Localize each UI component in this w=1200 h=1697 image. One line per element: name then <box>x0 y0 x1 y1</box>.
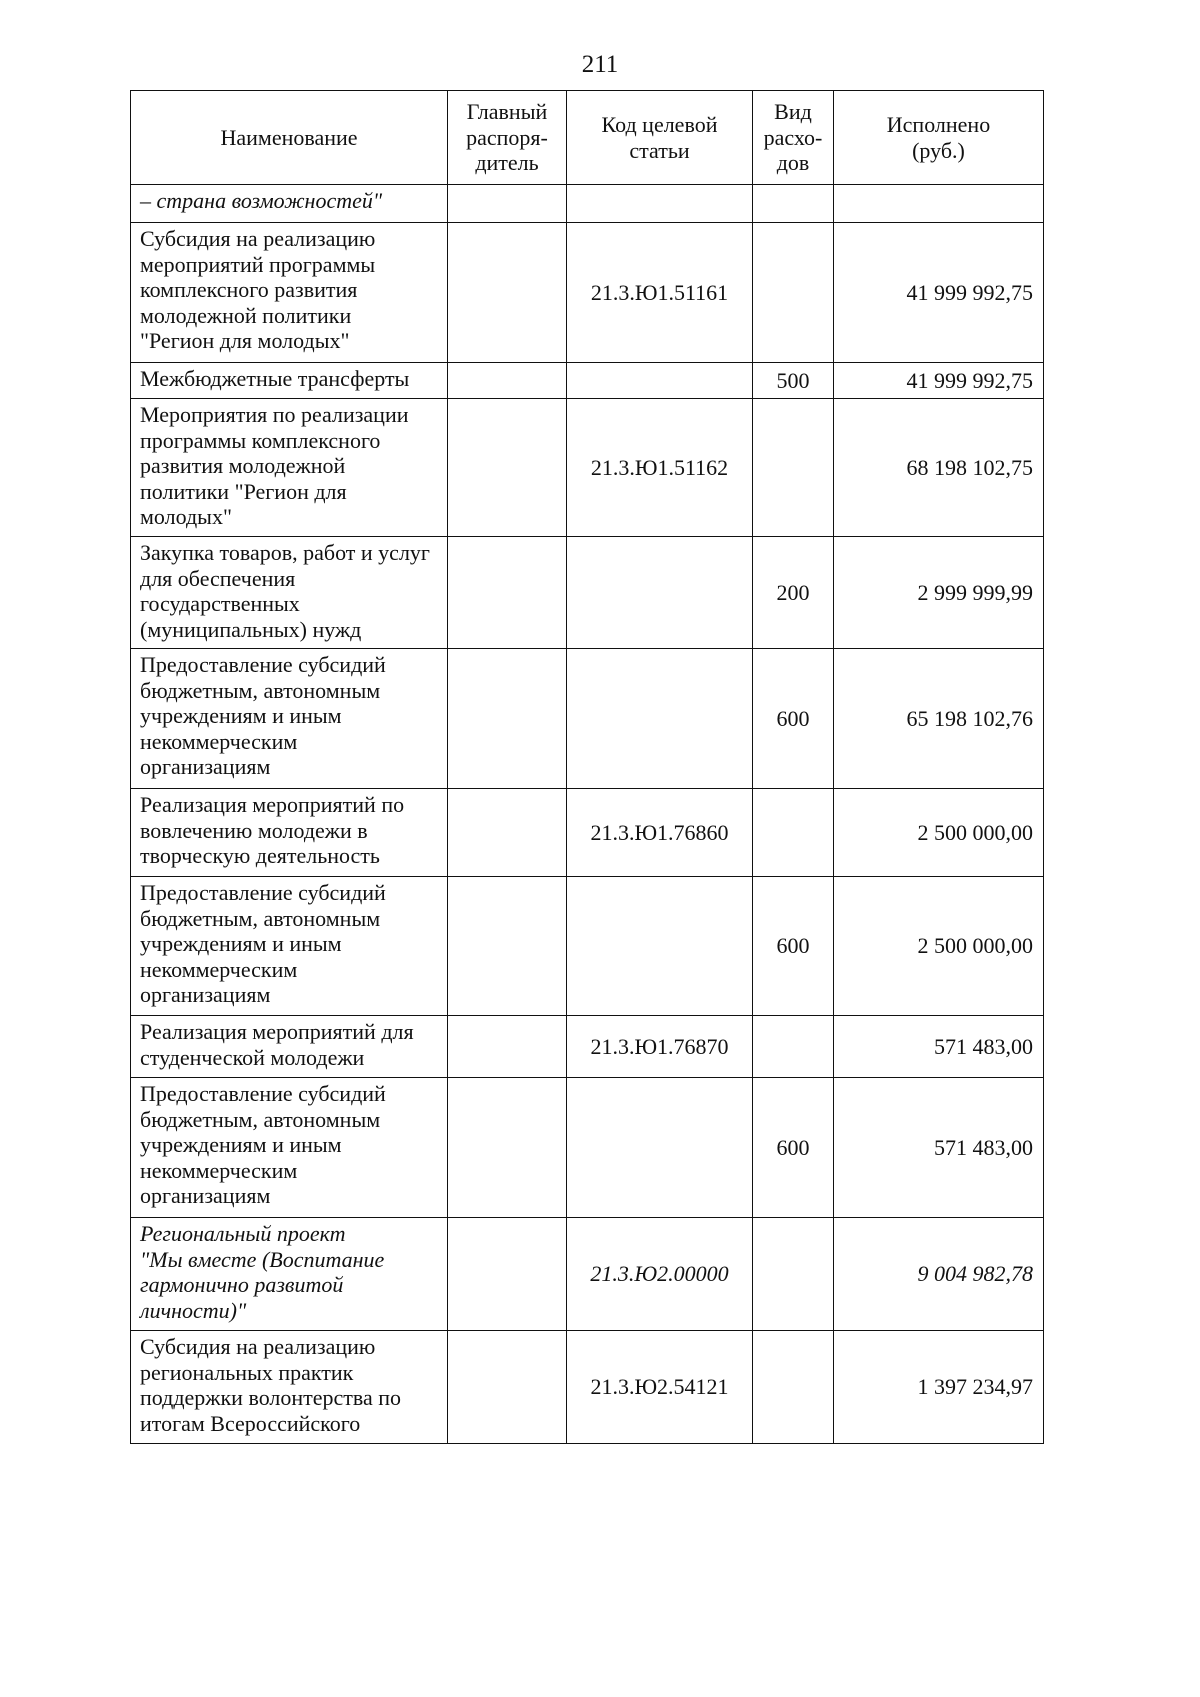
cell-name: Реализация мероприятий для студенческой молодежи <box>131 1016 448 1078</box>
cell-amount: 571 483,00 <box>834 1078 1044 1218</box>
table-row <box>131 649 1044 789</box>
budget-table <box>130 90 1044 1444</box>
cell-type <box>753 1218 834 1331</box>
cell-name: Закупка товаров, работ и услуг для обеспечения государственных (муниципальных) нужд <box>131 537 448 649</box>
cell-type: 500 <box>753 363 834 399</box>
cell-name: Мероприятия по реализации программы комплексного развития молодежной политики "Регион для молодых" <box>131 399 448 537</box>
page-number: 211 <box>581 51 619 78</box>
table-row <box>131 223 1044 363</box>
cell-type <box>753 1016 834 1078</box>
cell-amount: 41 999 992,75 <box>834 223 1044 363</box>
cell-type: 200 <box>753 537 834 649</box>
table-row <box>131 537 1044 649</box>
header-manager: Главный распоря- дитель <box>448 91 567 185</box>
cell-amount: 2 999 999,99 <box>834 537 1044 649</box>
cell-code <box>567 877 753 1016</box>
cell-amount: 9 004 982,78 <box>834 1218 1044 1331</box>
cell-amount: 2 500 000,00 <box>834 877 1044 1016</box>
header-code: Код целевой статьи <box>567 91 753 185</box>
cell-code: 21.3.Ю1.51162 <box>567 399 753 537</box>
cell-type <box>753 399 834 537</box>
cell-type: 600 <box>753 877 834 1016</box>
table-row <box>131 1218 1044 1331</box>
cell-manager <box>448 185 567 223</box>
cell-manager <box>448 399 567 537</box>
cell-amount: 68 198 102,75 <box>834 399 1044 537</box>
cell-manager <box>448 1078 567 1218</box>
table-row <box>131 1331 1044 1444</box>
table-row <box>131 185 1044 223</box>
cell-amount <box>834 185 1044 223</box>
cell-name: Предоставление субсидий бюджетным, автономным учреждениям и иным некоммерческим организациям <box>131 1078 448 1218</box>
header-type: Вид расхо- дов <box>753 91 834 185</box>
cell-manager <box>448 789 567 877</box>
cell-manager <box>448 1331 567 1444</box>
cell-amount: 2 500 000,00 <box>834 789 1044 877</box>
table-row <box>131 363 1044 399</box>
cell-manager <box>448 649 567 789</box>
cell-manager <box>448 877 567 1016</box>
cell-manager <box>448 1218 567 1331</box>
table-header-row <box>131 91 1044 185</box>
cell-code: 21.3.Ю2.00000 <box>567 1218 753 1331</box>
cell-type: 600 <box>753 1078 834 1218</box>
cell-code <box>567 537 753 649</box>
cell-name: Субсидия на реализацию мероприятий программы комплексного развития молодежной политики "Регион для молодых" <box>131 223 448 363</box>
cell-type <box>753 223 834 363</box>
cell-amount: 65 198 102,76 <box>834 649 1044 789</box>
cell-manager <box>448 223 567 363</box>
cell-name: – страна возможностей" <box>131 185 448 223</box>
cell-name: Предоставление субсидий бюджетным, автономным учреждениям и иным некоммерческим организациям <box>131 877 448 1016</box>
cell-manager <box>448 1016 567 1078</box>
cell-name: Реализация мероприятий по вовлечению молодежи в творческую деятельность <box>131 789 448 877</box>
table-row <box>131 877 1044 1016</box>
cell-name: Субсидия на реализацию региональных практик поддержки волонтерства по итогам Всероссийского <box>131 1331 448 1444</box>
cell-code <box>567 1078 753 1218</box>
header-amount: Исполнено (руб.) <box>834 91 1044 185</box>
header-name: Наименование <box>131 91 448 185</box>
table-row <box>131 789 1044 877</box>
table-row <box>131 399 1044 537</box>
cell-code <box>567 185 753 223</box>
cell-code: 21.3.Ю1.76860 <box>567 789 753 877</box>
cell-type <box>753 789 834 877</box>
cell-amount: 571 483,00 <box>834 1016 1044 1078</box>
cell-type <box>753 185 834 223</box>
cell-name: Региональный проект "Мы вместе (Воспитание гармонично развитой личности)" <box>131 1218 448 1331</box>
cell-code: 21.3.Ю2.54121 <box>567 1331 753 1444</box>
cell-amount: 1 397 234,97 <box>834 1331 1044 1444</box>
cell-name: Межбюджетные трансферты <box>131 363 448 399</box>
cell-code: 21.3.Ю1.51161 <box>567 223 753 363</box>
cell-code <box>567 649 753 789</box>
cell-manager <box>448 363 567 399</box>
table-row <box>131 1078 1044 1218</box>
cell-name: Предоставление субсидий бюджетным, автономным учреждениям и иным некоммерческим организациям <box>131 649 448 789</box>
cell-manager <box>448 537 567 649</box>
cell-code <box>567 363 753 399</box>
table-body <box>131 185 1044 1444</box>
cell-type: 600 <box>753 649 834 789</box>
cell-code: 21.3.Ю1.76870 <box>567 1016 753 1078</box>
table-row <box>131 1016 1044 1078</box>
cell-amount: 41 999 992,75 <box>834 363 1044 399</box>
cell-type <box>753 1331 834 1444</box>
